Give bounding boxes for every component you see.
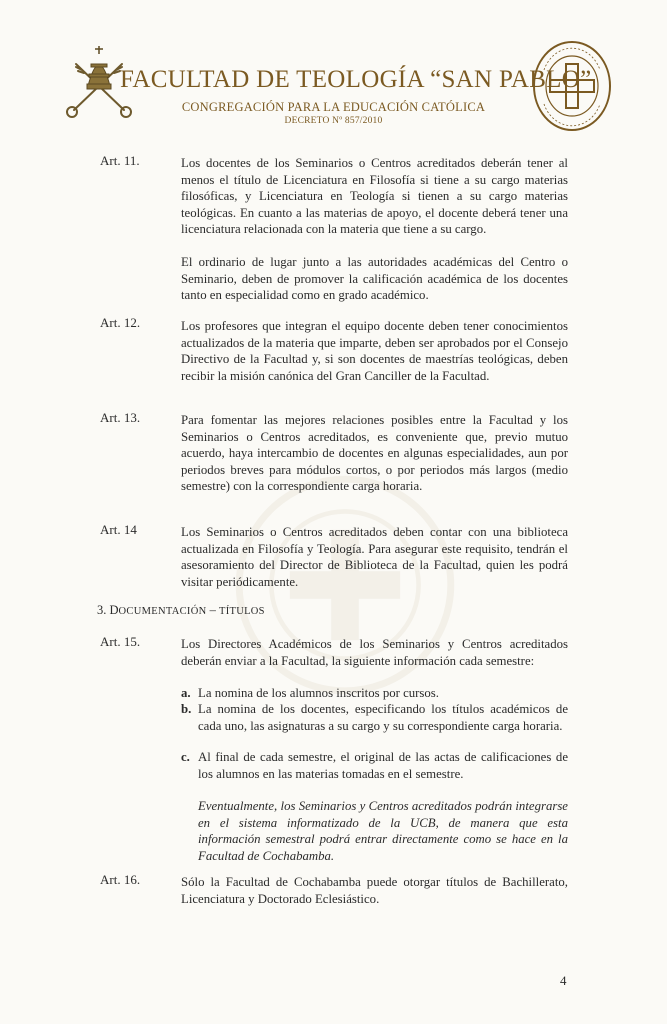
article-paragraph: El ordinario de lugar junto a las autoridades académicas del Centro o Seminario, deben de promover la calificación académica de los docentes tanto en especialidad como en grado académico. <box>181 255 568 302</box>
article-paragraph: Para fomentar las mejores relaciones posibles entre la Facultad y los Seminarios o Centros acreditados, es conveniente que, previo mutuo acuerdo, haya intercambio de docentes en algunas especialidades, aun por periodos breves para módulos cortos, o por periodos más largos (medio semestre) con la correspondiente carga horaria. <box>181 413 568 493</box>
article-label: Art. 16. <box>100 872 141 887</box>
congregation-subtitle: CONGREGACIÓN PARA LA EDUCACIÓN CATÓLICA <box>181 100 486 114</box>
section-separator: – <box>206 603 219 617</box>
list-marker: c. <box>181 750 190 764</box>
italic-note: Eventualmente, los Seminarios y Centros acreditados podrán integrarse en el sistema informatizado de la UCB, de manera que esta información semestral podrá entrar directamente como se hace en la Facultad de Cochabamba. <box>198 799 568 863</box>
section-heading <box>97 603 265 618</box>
article-label: Art. 14 <box>100 522 137 537</box>
section-title-part: ÍTULOS <box>225 606 265 617</box>
article-label: Art. 13. <box>100 410 141 425</box>
list-item-text: La nomina de los alumnos inscritos por cursos. <box>198 686 439 700</box>
article-paragraph: Sólo la Facultad de Cochabamba puede otorgar títulos de Bachillerato, Licenciatura y Doctorado Eclesiástico. <box>181 875 568 906</box>
faculty-title: FACULTAD DE TEOLOGÍA “SAN PABLO” <box>120 66 592 93</box>
list-item-text: Al final de cada semestre, el original de las actas de calificaciones de los alumnos en las materias tomadas en el semestre. <box>198 750 568 781</box>
list-marker: a. <box>181 686 191 700</box>
list-item <box>181 701 568 734</box>
section-number: 3. <box>97 603 107 617</box>
list-item <box>181 749 568 782</box>
article-label: Art. 11. <box>100 153 140 168</box>
article-paragraph: Los Seminarios o Centros acreditados deben contar con una biblioteca actualizada en Filosofía y Teología. Para asegurar este requisito, tendrán el asesoramiento del Director de Biblioteca de la Facultad, quien les podrá visitar periódicamente. <box>181 525 568 589</box>
list-marker: b. <box>181 702 192 716</box>
section-title-part: D <box>109 603 119 617</box>
list-item-text: La nomina de los docentes, especificando los títulos académicos de cada uno, las asignaturas a su cargo y su correspondiente carga horaria. <box>198 702 568 733</box>
decree-number: DECRETO Nº 857/2010 <box>284 116 383 126</box>
article-paragraph: Los docentes de los Seminarios o Centros acreditados deberán tener al menos el título de Licenciatura en Filosofía si tiene a su cargo materias filosóficas, y Licenciatura en Teología si tienen a su cargo materias teológicas. En cuanto a las materias de apoyo, el docente deberá tener una licenciatura relacionada con la materia que tiene a su cargo. <box>181 156 568 236</box>
article-label: Art. 15. <box>100 634 141 649</box>
list-item <box>181 685 568 702</box>
page-number: 4 <box>560 973 567 988</box>
article-label: Art. 12. <box>100 315 141 330</box>
article-paragraph: Los Directores Académicos de los Seminarios y Centros acreditados deberán enviar a la Facultad, la siguiente información cada semestre: <box>181 637 568 668</box>
article-paragraph: Los profesores que integran el equipo docente deben tener conocimientos actualizados de la materia que imparte, deben ser aprobados por el Consejo Directivo de la Facultad y, si son docentes de maestrías teológicas, deben recibir la misión canónica del Gran Canciller de la Facultad. <box>181 319 568 383</box>
section-title-part: OCUMENTACIÓN <box>118 606 207 617</box>
section-title-part: T <box>218 606 226 617</box>
